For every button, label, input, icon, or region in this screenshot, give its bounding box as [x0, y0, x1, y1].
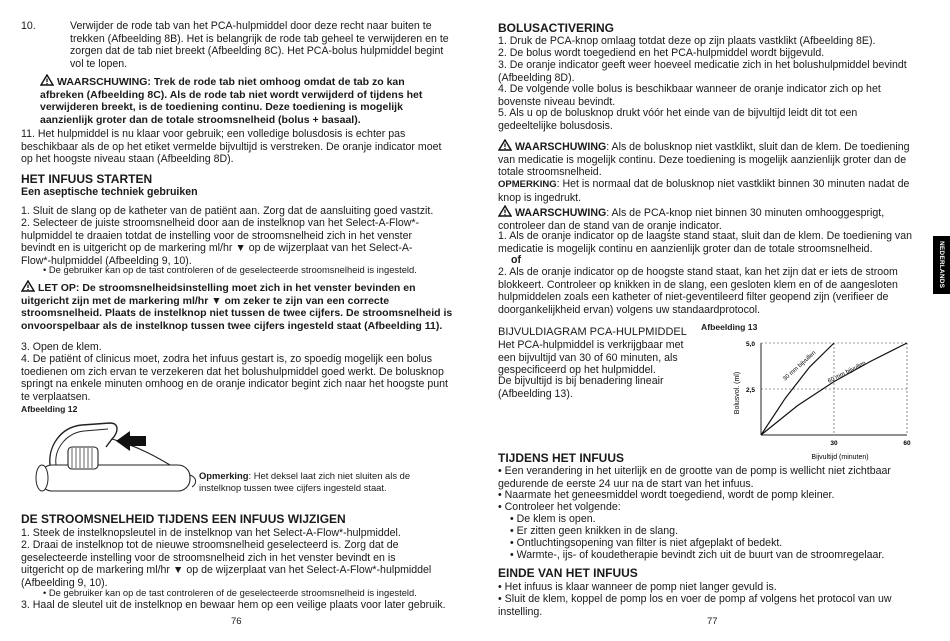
bolus-item-3: 3. De oranje indicator geeft weer hoeveel medicatie zich in het bolushulpmiddel bevindt (Afbeelding 8D). [498, 59, 907, 84]
series-label-30-mm: 30 mm bijvullen [782, 350, 818, 383]
tijdens-item-3: • Controleer het volgende: [498, 501, 621, 513]
warning2 [498, 139, 928, 179]
fig12-note-text: : Het deksel laat zich niet sluiten als de instelknop tussen twee cijfers ingesteld staat. [199, 470, 411, 493]
y-tick-5-0: 5,0 [745, 341, 755, 348]
warning2-text: : Als de bolusknop niet vastklikt, sluit dan de klem. De toediening van medicatie is mogelijk continu. Deze toediening is mogelijk aanzienlijk groter dan de totale stroomsnelheid. [498, 141, 910, 179]
chart-y-label: Bolusvol. (ml) [734, 371, 741, 415]
opmerking-text: : Het is normaal dat de bolusknop niet vastklikt binnen 30 minuten nadat de knop is ingedrukt. [498, 178, 910, 204]
check-item-3: • Ontluchtingsopening van filter is niet afgeplakt of bedekt. [510, 537, 783, 549]
warning3-text: : Als de PCA-knop niet binnen 30 minuten omhooggesprigt, controleer dan de stand van de oranje indicator. [498, 207, 885, 232]
einde-item-1: • Het infuus is klaar wanneer de pomp niet langer gevuld is. [498, 581, 777, 593]
y-tick-2-5: 2,5 [745, 387, 755, 394]
opmerking-label: OPMERKING [498, 179, 557, 190]
warning1 [40, 74, 440, 127]
diagram-title: BIJVULDIAGRAM PCA-HULPMIDDEL [498, 326, 687, 338]
figure-13-chart [725, 335, 925, 465]
s2-item3: 3. Haal de sleutel uit de instelknop en bewaar hem op een veilige plaats voor later gebruik. [21, 599, 446, 611]
einde-item-2: • Sluit de klem, koppel de pomp los en voer de pomp af volgens het protocol van uw instelling. [498, 593, 892, 618]
s2-item2: 2. Draai de instelknop tot de nieuwe stroomsnelheid geselecteerd is. Zorg dat de geselecteerde instelling voor de stroomsnelheid zich in het venster bevindt en is uitgericht op de markering ml/hr ▼ op de wijzerplaat van het Select-A-Flow*-hulpmiddel (Afbeelding 9, 10). [21, 539, 432, 589]
right-page [475, 0, 950, 641]
s1-item1: 1. Sluit de slang op de katheter van de patiënt aan. Zorg dat de aansluiting goed vastzit. [21, 205, 434, 217]
chart-x-label: Bijvultijd (minuten) [811, 454, 869, 461]
fig13-label: Afbeelding 13 [701, 322, 758, 332]
bolus-item-1: 1. Druk de PCA-knop omlaag totdat deze op zijn plaats vastklikt (Afbeelding 8E). [498, 35, 876, 47]
s2-item1: 1. Steek de instelknopsleutel in de instelknop van het Select-A-Flow*-hulpmiddel. [21, 527, 401, 539]
bolus-item-5: 5. Als u op de bolusknop drukt vóór het einde van de bijvultijd leidt dit tot een gedeeltelijke bolusdosis. [498, 107, 858, 132]
section-title-stroomsnelheid: DE STROOMSNELHEID TIJDENS EEN INFUUS WIJZIGEN [21, 512, 346, 526]
diagram-text-2: De bijvultijd is bij benadering lineair (Afbeelding 13). [498, 375, 664, 400]
warning3-item2: 2. Als de oranje indicator op de hoogste stand staat, kan het zijn dat er iets de stroom blokkeert. Controleer op knikken in de slang, een gesloten klem en of de aangesloten hulpmiddelen zoals een katheter of niet-geventileerd filter geopend zijn (verifieer de doorgankelijkheid ervan) volgens uw standaardprotocol. [498, 266, 898, 316]
tijdens-item-2: • Naarmate het geneesmiddel wordt toegediend, wordt de pomp kleiner. [498, 489, 835, 501]
warning3-item1: 1. Als de oranje indicator op de laagste stand staat, sluit dan de klem. De toediening van medicatie is mogelijk continu en aanzienlijk groter dan de totale stroomsnelheid. [498, 230, 913, 255]
opmerking [498, 178, 928, 204]
section-title-tijdens-het-infuus: TIJDENS HET INFUUS [498, 451, 625, 465]
page-number-left: 76 [231, 616, 242, 627]
tijdens-item-1: • Een verandering in het uiterlijk en de grootte van de pomp is wellicht niet zichtbaar gedurende de eerste 24 uur na de start van het infuus. [498, 465, 891, 490]
s1-note: • De gebruiker kan op de tast controleren of de geselecteerde stroomsnelheid is ingesteld. [43, 264, 417, 275]
section-title-einde-van-het-infuus: EINDE VAN HET INFUUS [498, 566, 638, 580]
warning1-label: WAARSCHUWING: [57, 76, 151, 88]
section-title-bolusactivering: BOLUSACTIVERING [498, 21, 615, 35]
caution [21, 280, 453, 332]
series-label-60-mm: 60 mm bijvullen [827, 360, 868, 385]
item11-text: 11. Het hulpmiddel is nu klaar voor gebruik; een volledige bolusdosis is echter pas beschikbaar als de op het etiket vermelde bijvultijd is verstreken. De oranje indicator moet op het hoogste niveau staan (Afbeelding 8D). [21, 128, 442, 166]
warning-triangle-icon [498, 139, 512, 151]
s1-item3: 3. Open de klem. [21, 341, 102, 353]
page-number-right: 77 [707, 616, 718, 627]
warning-triangle-icon [21, 280, 35, 292]
x-tick-60: 60 [903, 440, 911, 447]
check-item-2: • Er zitten geen knikken in de slang. [510, 525, 679, 537]
item10-text: Verwijder de rode tab van het PCA-hulpmiddel door deze recht naar buiten te trekken (Afbeelding 8B). Het is belangrijk de rode tab geheel te verwijderen en te zorgen dat de tab niet breekt (Afbeelding 8C). Het PCA-bolus hulpmiddel begint vol te lopen. [70, 20, 449, 70]
bolus-item-4: 4. De volgende volle bolus is beschikbaar wanneer de oranje indicator zich op het bovenste niveau bevindt. [498, 83, 881, 108]
warning2-label: WAARSCHUWING [515, 141, 607, 153]
warning-triangle-icon [498, 205, 512, 217]
section-subtitle-aseptic: Een aseptische techniek gebruiken [21, 186, 198, 198]
check-item-1: • De klem is open. [510, 513, 596, 525]
diagram-text-1: Het PCA-hulpmiddel is verkrijgbaar met een bijvultijd van 30 of 60 minuten, als gespecificeerd op het hulpmiddel. [498, 339, 684, 377]
fig12-note-label: Opmerking [199, 470, 249, 481]
bolus-item-2: 2. De bolus wordt toegediend en het PCA-hulpmiddel wordt bijgevuld. [498, 47, 825, 59]
section-title-het-infuus-starten: HET INFUUS STARTEN [21, 172, 153, 186]
s1-item4: 4. De patiënt of clinicus moet, zodra het infuus gestart is, zo spoedig mogelijk een bolus toedienen om zich ervan te verzekeren dat het bolushulpmiddel goed werkt. De bolusknop springt na enkele minuten omhoog en de oranje indicator begint zich naar het hoogste punt te verplaatsen. [21, 353, 448, 403]
x-tick-30: 30 [830, 440, 838, 447]
warning3-label: WAARSCHUWING [515, 207, 607, 219]
caution-text: De stroomsnelheidsinstelling moet zich in het venster bevinden en uitgericht zijn met de markering ml/hr ▼ om zeker te zijn van een correcte stroomsnelheid. Plaats de instelknop niet tussen de twee cijfers. De stroomsnelheid is onvoorspelbaar als de instelknop tussen twee cijfers ingesteld staat (Afbeelding 11). [21, 282, 453, 332]
fig12-note [199, 470, 454, 493]
s1-item2: 2. Selecteer de juiste stroomsnelheid door aan de instelknop van het Select-A-Flow*-hulpmiddel te draaien totdat de instelling voor de stroomsnelheid zich in het venster bevindt en is uitgericht op de markering ml/hr ▼ op de wijzerplaat van het Select-A-Flow*-hulpmiddel (Afbeelding 9, 10). [21, 217, 420, 267]
warning1-text: Trek de rode tab niet omhoog omdat de tab zo kan afbreken (Afbeelding 8C). Als de rode tab niet wordt verwijderd of tijdens het verwijderen breekt, is de toediening continu. Deze toediening is mogelijk aanzienlijk groter dan de totale stroomsnelheid (bolus + basaal). [40, 76, 423, 127]
figure-12-illustration [20, 417, 200, 499]
s2-note: • De gebruiker kan op de tast controleren of de geselecteerde stroomsnelheid is ingesteld. [43, 587, 417, 598]
warning3-or: of [511, 254, 521, 266]
fig12-label: Afbeelding 12 [21, 404, 78, 414]
arrow-icon [116, 431, 146, 451]
warning-triangle-icon [40, 74, 54, 86]
item10-number: 10. [21, 20, 36, 32]
language-side-tab: NEDERLANDS [933, 236, 950, 294]
warning3 [498, 205, 928, 232]
check-item-4: • Warmte-, ijs- of koudetherapie bevindt zich uit de buurt van de stroomregelaar. [510, 549, 885, 561]
caution-label: LET OP: [38, 282, 80, 294]
